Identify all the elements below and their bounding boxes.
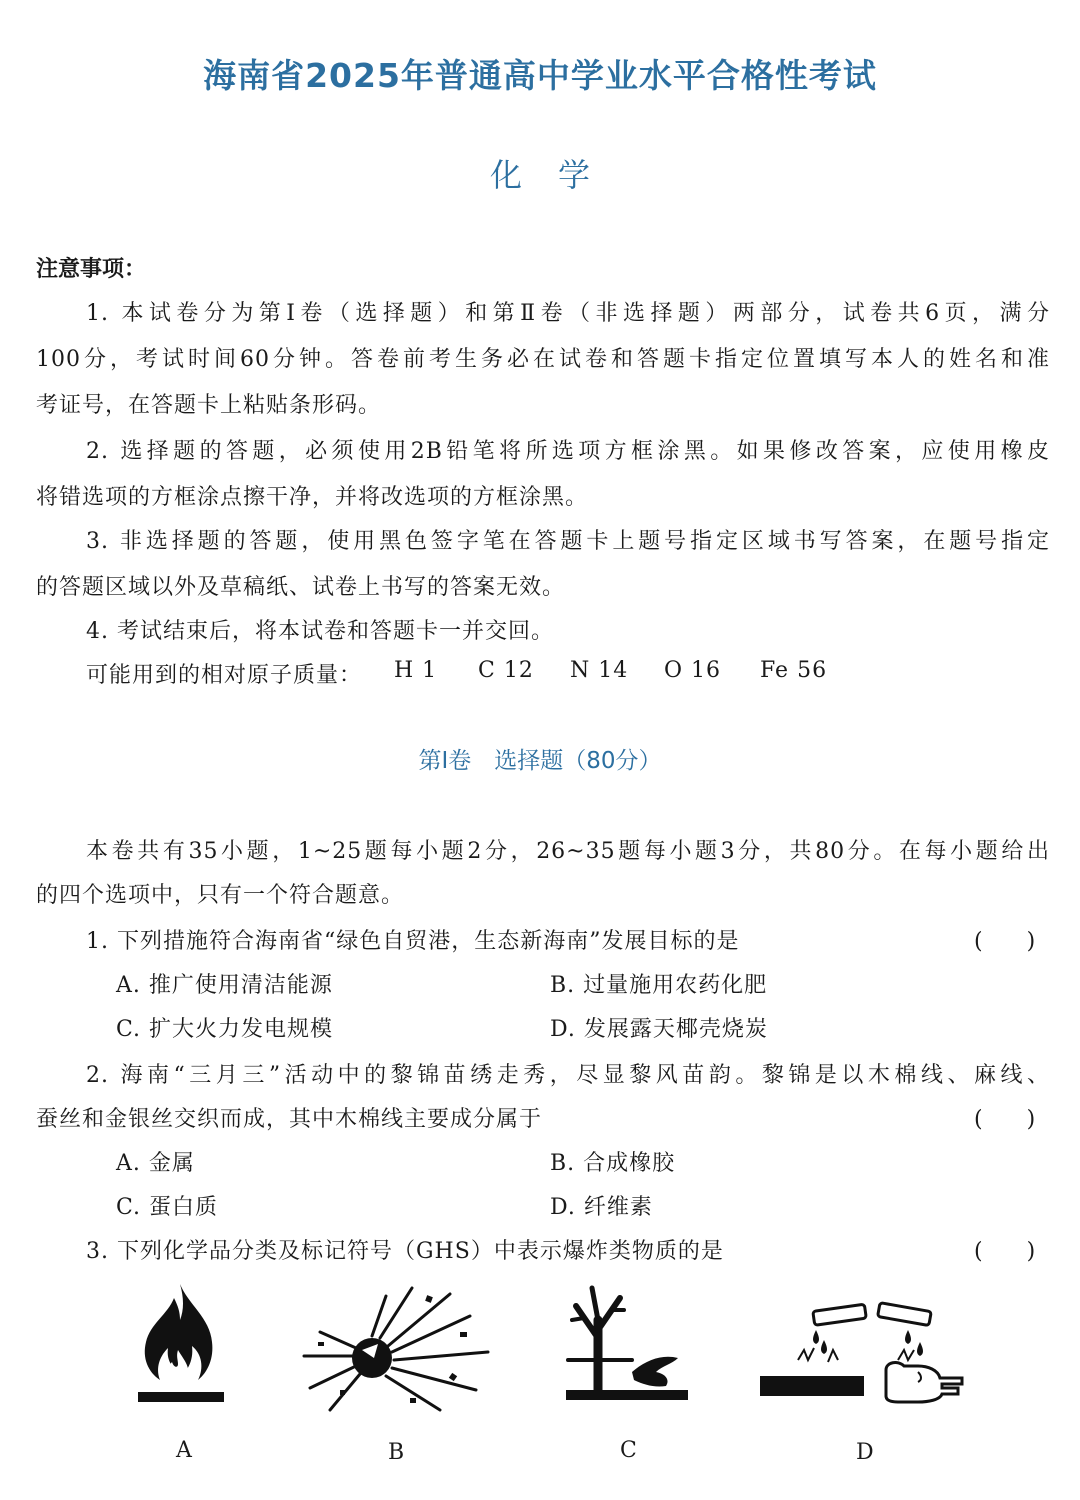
corrosion-icon (758, 1300, 968, 1410)
notes-line: 100分，考试时间60分钟。答卷前考生务必在试卷和答题卡指定位置填写本人的姓名和准 (36, 347, 1050, 372)
flame-icon (128, 1280, 232, 1410)
question-1-option-a: A. 推广使用清洁能源 (116, 973, 333, 998)
notes-line: 3. 非选择题的答题，使用黑色签字笔在答题卡上题号指定区域书写答案，在题号指定 (86, 529, 1050, 554)
question-1-option-b: B. 过量施用农药化肥 (550, 973, 768, 998)
question-3-figure-label-b: B (388, 1440, 405, 1465)
atomic-mass-fe: Fe 56 (760, 658, 828, 683)
notes-line: 4. 考试结束后，将本试卷和答题卡一并交回。 (86, 619, 554, 644)
question-3-figure-label-d: D (856, 1440, 874, 1465)
question-3-figure-label-c: C (620, 1438, 637, 1463)
atomic-mass-h: H 1 (394, 658, 438, 683)
exam-title: 海南省2025年普通高中学业水平合格性考试 (203, 56, 877, 95)
question-2-stem: 蚕丝和金银丝交织而成，其中木棉线主要成分属于 (36, 1107, 543, 1132)
question-2-option-c: C. 蛋白质 (116, 1195, 219, 1220)
atomic-mass-o: O 16 (664, 658, 722, 683)
question-2-option-d: D. 纤维素 (550, 1195, 653, 1220)
question-2-option-a: A. 金属 (116, 1151, 195, 1176)
question-3-figure-label-a: A (176, 1438, 192, 1463)
question-2-stem: 2. 海南“三月三”活动中的黎锦苗绣走秀，尽显黎风苗韵。黎锦是以木棉线、麻线、 (86, 1063, 1050, 1088)
notes-heading: 注意事项： (36, 256, 147, 282)
section-intro: 本卷共有35小题，1~25题每小题2分，26~35题每小题3分，共80分。在每小题给出 (86, 839, 1050, 864)
notes-line: 考证号，在答题卡上粘贴条形码。 (36, 393, 382, 418)
notes-line: 的答题区域以外及草稿纸、试卷上书写的答案无效。 (36, 575, 566, 600)
notes-line: 1. 本试卷分为第Ⅰ卷（选择题）和第Ⅱ卷（非选择题）两部分，试卷共6页，满分 (86, 301, 1050, 326)
subject-title: 化学 (489, 156, 626, 194)
notes-line: 2. 选择题的答题，必须使用2B铅笔将所选项方框涂黑。如果修改答案，应使用橡皮 (86, 439, 1050, 464)
atomic-mass-label: 可能用到的相对原子质量： (86, 663, 363, 688)
atomic-mass-c: C 12 (478, 658, 534, 683)
question-3-answer-blank: ( ) (974, 1239, 1036, 1264)
section-intro: 的四个选项中，只有一个符合题意。 (36, 883, 405, 908)
question-1-answer-blank: ( ) (974, 929, 1036, 954)
section-title: 第Ⅰ卷 选择题（80分） (418, 748, 662, 774)
question-1-stem: 1. 下列措施符合海南省“绿色自贸港，生态新海南”发展目标的是 (86, 929, 740, 954)
explosion-icon (300, 1286, 500, 1416)
question-1-option-d: D. 发展露天椰壳烧炭 (550, 1017, 768, 1042)
question-3-stem: 3. 下列化学品分类及标记符号（GHS）中表示爆炸类物质的是 (86, 1239, 724, 1264)
environment-hazard-icon (562, 1280, 692, 1410)
question-2-answer-blank: ( ) (974, 1107, 1036, 1132)
atomic-mass-n: N 14 (570, 658, 629, 683)
question-2-option-b: B. 合成橡胶 (550, 1151, 676, 1176)
notes-line: 将错选项的方框涂点擦干净，并将改选项的方框涂黑。 (36, 485, 589, 510)
question-1-option-c: C. 扩大火力发电规模 (116, 1017, 334, 1042)
